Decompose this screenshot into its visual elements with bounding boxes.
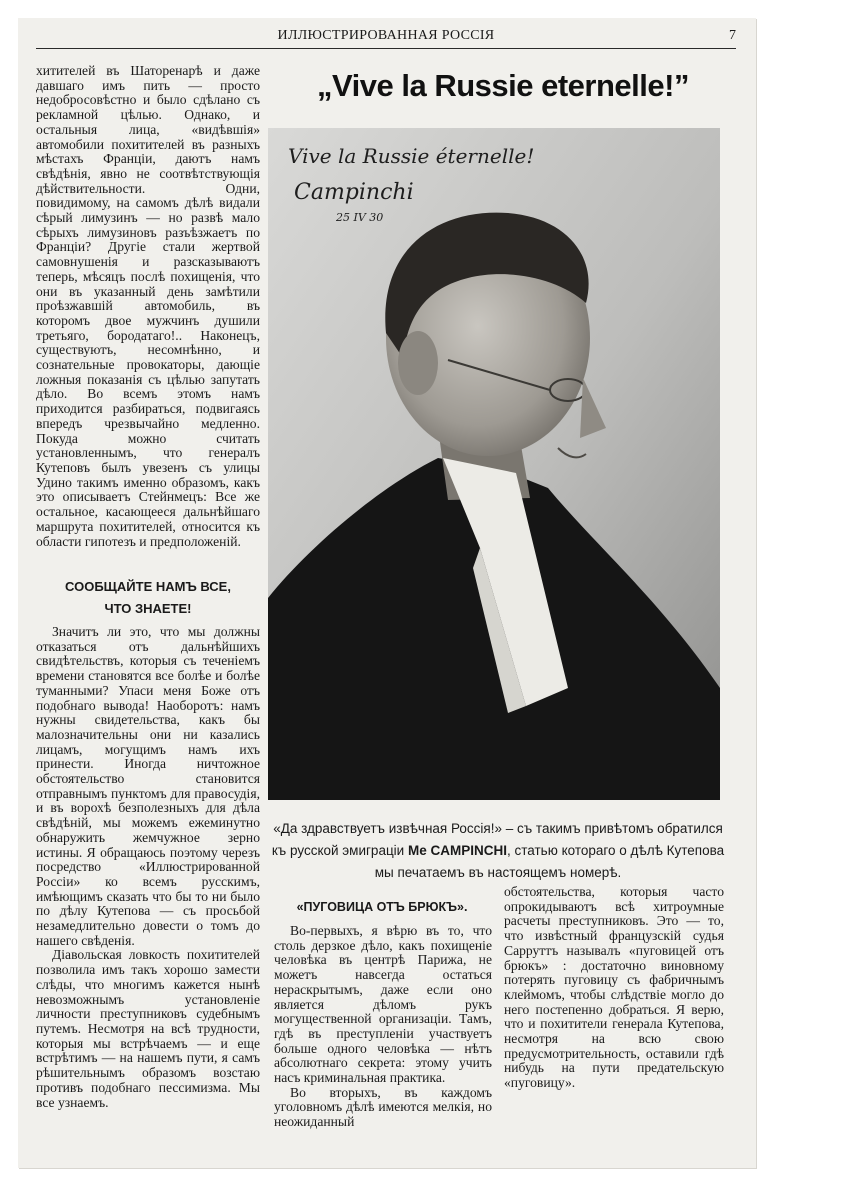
section-paragraph-3: обстоятельства, которыя часто опрокидываютъ всѣ хитроумные расчеты преступниковъ. Это — то, что извѣстный французскій судья Сарруттъ называлъ «пуговицей отъ брюкъ» : достаточно виновному потерять пуговицу съ фабричнымъ клеймомъ, чтобы слѣдствіе могло до него постепенно добраться. Я верю, что и похитители генерала Кутепова, несмотря на всю свою предусмотрительность, оставили гдѣ нибудь на пути предательскую «пуговицу». (504, 884, 724, 1091)
photo-caption (268, 818, 728, 884)
caption-text-before: «Да здравствуетъ извѣчная Россія!» – съ такимъ привѣтомъ обратился къ русской эмиграціи (271, 821, 723, 858)
left-column-bottom (36, 625, 260, 1110)
autograph-line1: Vive la Russie éternelle! (288, 144, 535, 168)
middle-column (274, 924, 492, 1130)
left-paragraph-3: Діавольская ловкость похитителей позволила имъ такъ хорошо замести слѣды, что многимъ кажется нынѣ невозможнымъ установленіе личности преступниковъ судебнымъ путемъ. Несмотря на всѣ трудности, которыя мы встрѣчаемъ — и еще встрѣтимъ — на нашемъ пути, я самъ рѣшительнымъ образомъ возстаю противъ подобнаго пессимизма. Мы все узнаемъ. (36, 947, 260, 1110)
caption-text-after: , статью котораго о дѣлѣ Кутепова мы печатаемъ въ настоящемъ номерѣ. (374, 843, 725, 880)
left-paragraph-1: хитителей въ Шаторенарѣ и даже давшаго имъ пить — просто недобросовѣстно и было сдѣлано съ рекламной цѣлью. Однако, и остальныя лица, «видѣвшія» автомобили похитителей въ разныхъ мѣстахъ Франціи, даютъ намъ свѣдѣнія, явно не соотвѣтствующія дѣйствительности. Одни, повидимому, на самомъ дѣлѣ видали сѣрый лимузинъ — но развѣ мало сѣрыхъ лимузиновъ разъѣзжаетъ по Франціи? Другіе стали жертвой самовнушенія и разсказываютъ теперь, мѣсяцъ послѣ похищенія, что они въ указанный день замѣтили проѣзжавшій автомобиль, въ которомъ двое мужчинъ душили третьяго, бородатаго!.. Наконецъ, существуютъ, несомнѣнно, и сознательные провокаторы, дающіе ложныя показанія съ цѣлью запутать дѣло. Во всемъ этомъ намъ приходится разбираться, подвигаясь впередъ чрезвычайно медленно. Покуда можно считать установленнымъ, что генералъ Кутеповъ былъ увезенъ съ улицы Удино такимъ именно образомъ, какъ это описываетъ Стейнмецъ: Все же остальное, касающееся дальнѣйшаго маршрута похитителей, относится къ области гипотезъ и предположеній. (36, 63, 260, 549)
page-number: 7 (729, 28, 736, 43)
left-paragraph-2: Значитъ ли это, что мы должны отказаться отъ дальнѣйшихъ свидѣтельствъ, которыя съ теченіемъ времени становятся все болѣе и болѣе туманными? Упаси меня Боже отъ подобнаго вывода! Наоборотъ: намъ нужны свидетельства, какъ бы малозначительны они ни казались лицамъ, могущимъ намъ ихъ принести. Иногда ничтожное обстоятельство становится отправнымъ пунктомъ для правосудія, и въ ворохѣ безполезныхъ для дѣла свѣдѣній, мы можемъ ежеминутно обнаружить жемчужное зерно истины. Я обращаюсь поэтому черезъ посредство «Иллюстрированной Россіи» ко всемъ русскимъ, имѣющимъ сказать что бы то ни было по дѣлу Кутепова — съ просьбой незамедлительно довести о томъ до нашего свѣденія. (36, 624, 260, 948)
running-header (36, 26, 736, 49)
autograph-inscription (288, 135, 588, 225)
portrait-photo (268, 128, 720, 800)
autograph-signature: Campinchi (294, 180, 414, 205)
headline: „Vive la Russie eternelle!” (317, 68, 689, 103)
caption-name: Me CAMPINCHI (407, 843, 507, 858)
right-column (504, 885, 724, 1091)
autograph-date: 25 IV 30 (336, 211, 384, 224)
section-paragraph-1: Во-первыхъ, я вѣрю въ то, что столь дерзкое дѣло, какъ похищеніе человѣка въ центрѣ Парижа, не можетъ навсегда остаться нераскрытымъ, даже если оно является дѣломъ рукъ могущественной организаціи. Тамъ, гдѣ въ преступленіи участвуетъ больше одного человѣка — нѣтъ абсолютнаго секрета: этому учить насъ криминальная практика. (274, 923, 492, 1086)
left-subheading-line2: ЧТО ЗНАЕТЕ! (104, 601, 192, 616)
left-column-top (36, 64, 260, 549)
left-subheading-line1: СООБЩАЙТЕ НАМЪ ВСЕ, (65, 579, 231, 594)
section-paragraph-2: Во вторыхъ, въ каждомъ уголовномъ дѣлѣ имеются мелкія, но неожиданный (274, 1084, 492, 1130)
running-title: ИЛЛЮСТРИРОВАННАЯ РОССІЯ (277, 28, 495, 43)
left-subheading (36, 576, 260, 620)
portrait-illustration (268, 128, 720, 800)
section-heading: «ПУГОВИЦА ОТЪ БРЮКЪ». (296, 900, 468, 914)
